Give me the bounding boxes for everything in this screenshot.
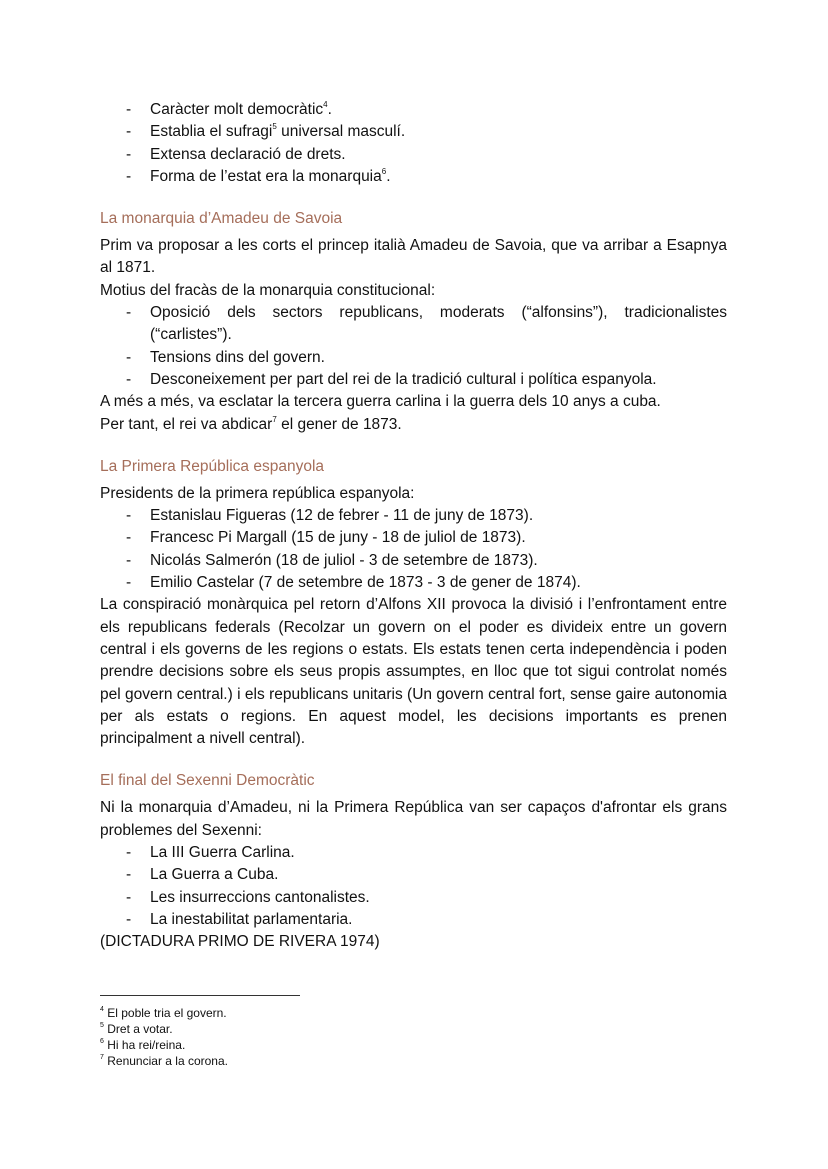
bullet-dash: - xyxy=(126,844,132,862)
list-item xyxy=(100,166,727,188)
paragraph: Prim va proposar a les corts el princep italià Amadeu de Savoia, que va arribar a Esapnya al 1871. xyxy=(100,237,727,277)
text: el gener de 1873. xyxy=(276,415,402,433)
item-text: Caràcter molt democràtic xyxy=(150,101,324,118)
item-text: Tensions dins del govern. xyxy=(150,348,325,366)
item-text: Forma de l’estat era la monarquia xyxy=(150,167,382,185)
item-text: Desconeixement per part del rei de la tradició cultural i política espanyola. xyxy=(150,370,657,388)
list-item xyxy=(100,505,727,527)
section-heading: El final del Sexenni Democràtic xyxy=(100,772,315,790)
item-text: Estanislau Figueras (12 de febrer - 11 de juny de 1873). xyxy=(150,507,534,525)
problems-list xyxy=(100,842,727,931)
bullet-dash: - xyxy=(126,304,132,322)
section-heading: La monarquia d’Amadeu de Savoia xyxy=(100,210,343,228)
paragraph: Motius del fracàs de la monarquia constitucional: xyxy=(100,281,436,299)
footnote-text: Dret a votar. xyxy=(103,1022,173,1036)
paragraph: La conspiració monàrquica pel retorn d’Alfons XII provoca la divisió i l’enfrontament entre els republicans federals (Recolzar un govern on el poder es divideix entre un govern central i els governs de les regions o estats. Els estats tenen certa independència i poden prendre decisions sobre els seus propis assumptes, en lloc que tot sigui controlat només pel govern central.) i els republicans unitaris (Un govern central fort, sense gaire autonomia per als estats o regions. En aquest model, les decisions importants es prenen principalment a nivell central). xyxy=(100,596,727,748)
item-text: . xyxy=(386,167,391,185)
item-text: Oposició dels sectors republicans, moderats (“alfonsins”), tradicionalistes (“carlistes”). xyxy=(150,304,727,344)
footnote xyxy=(100,1037,228,1053)
item-text: Francesc Pi Margall (15 de juny - 18 de juliol de 1873). xyxy=(150,529,526,547)
bullet-dash: - xyxy=(126,574,132,592)
item-text: Emilio Castelar (7 de setembre de 1873 - 3 de gener de 1874). xyxy=(150,574,581,592)
paragraph: (DICTADURA PRIMO DE RIVERA 1974) xyxy=(100,933,380,951)
intro-list xyxy=(100,99,727,188)
presidents-list xyxy=(100,505,727,594)
bullet-dash: - xyxy=(126,101,132,118)
item-text: Establia el sufragi xyxy=(150,123,273,141)
bullet-dash: - xyxy=(126,123,132,141)
text: Per tant, el rei va abdicar xyxy=(100,415,273,433)
list-item xyxy=(100,909,727,931)
footnote-ref[interactable]: 5 xyxy=(272,122,277,132)
footnote-number: 7 xyxy=(100,1054,104,1061)
list-item xyxy=(100,842,727,864)
list-item xyxy=(100,144,727,166)
item-text: universal masculí. xyxy=(276,123,406,141)
list-item xyxy=(100,347,727,369)
footnote-ref[interactable]: 7 xyxy=(272,414,277,424)
reasons-list xyxy=(100,302,727,391)
paragraph xyxy=(100,414,727,436)
footnote-number: 5 xyxy=(100,1022,104,1029)
footnote-text: Renunciar a la corona. xyxy=(103,1054,228,1068)
item-text: . xyxy=(327,101,332,118)
list-item xyxy=(100,864,727,886)
footnote-number: 4 xyxy=(100,1006,104,1013)
item-text: Les insurreccions cantonalistes. xyxy=(150,888,370,906)
list-item xyxy=(100,369,727,391)
item-text: Nicolás Salmerón (18 de juliol - 3 de setembre de 1873). xyxy=(150,551,538,569)
document-page xyxy=(100,99,727,954)
item-text: La Guerra a Cuba. xyxy=(150,866,279,884)
bullet-dash: - xyxy=(126,866,132,884)
footnote-text: El poble tria el govern. xyxy=(103,1006,227,1020)
list-item xyxy=(100,550,727,572)
list-item xyxy=(100,572,727,594)
bullet-dash: - xyxy=(126,551,132,569)
list-item xyxy=(100,887,727,909)
item-text: Extensa declaració de drets. xyxy=(150,145,346,163)
list-item xyxy=(100,527,727,549)
footnote-number: 6 xyxy=(100,1038,104,1045)
bullet-dash: - xyxy=(126,145,132,163)
section-heading: La Primera República espanyola xyxy=(100,457,325,475)
item-text: La III Guerra Carlina. xyxy=(150,844,295,862)
bullet-dash: - xyxy=(126,529,132,547)
paragraph: A més a més, va esclatar la tercera guerra carlina i la guerra dels 10 anys a cuba. xyxy=(100,393,661,411)
list-item xyxy=(100,121,727,143)
bullet-dash: - xyxy=(126,888,132,906)
bullet-dash: - xyxy=(126,910,132,928)
bullet-dash: - xyxy=(126,507,132,525)
bullet-dash: - xyxy=(126,167,132,185)
footnote xyxy=(100,1021,228,1037)
list-item xyxy=(100,99,727,121)
footnote-text: Hi ha rei/reina. xyxy=(103,1038,186,1052)
bullet-dash: - xyxy=(126,370,132,388)
list-item xyxy=(100,302,727,347)
footnote-ref[interactable]: 6 xyxy=(381,166,387,176)
item-text: La inestabilitat parlamentaria. xyxy=(150,910,353,928)
paragraph: Presidents de la primera república espanyola: xyxy=(100,484,415,502)
footnote xyxy=(100,1053,228,1069)
footnote xyxy=(100,1005,228,1021)
paragraph: Ni la monarquia d’Amadeu, ni la Primera República van ser capaços d'afrontar els grans problemes del Sexenni: xyxy=(100,799,727,839)
footnote-ref[interactable]: 4 xyxy=(323,100,328,109)
footnote-divider xyxy=(100,995,300,996)
footnotes xyxy=(100,1005,228,1069)
bullet-dash: - xyxy=(126,348,132,366)
